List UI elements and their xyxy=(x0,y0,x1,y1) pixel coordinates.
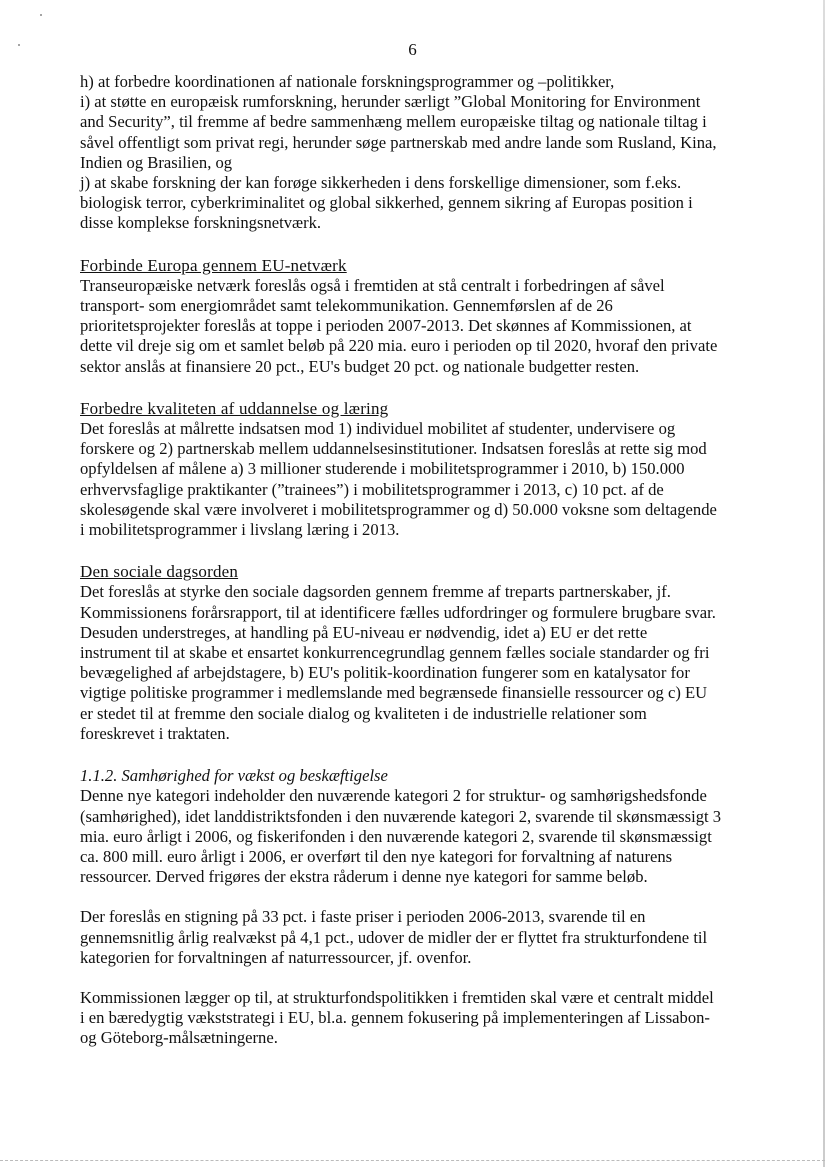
text-line: Indien og Brasilien, og xyxy=(80,152,233,172)
text-line: j) at skabe forskning der kan forøge sikkerheden i dens forskellige dimensioner, som f.eks. xyxy=(80,173,682,193)
section-heading: Forbinde Europa gennem EU-netværk xyxy=(80,255,347,275)
paragraph-spacer xyxy=(80,887,745,907)
page-number: 6 xyxy=(408,40,417,59)
scan-speck xyxy=(40,14,42,16)
text-line: ressourcer. Derved frigøres der ekstra råderum i denne nye kategori for samme beløb. xyxy=(80,867,648,887)
text-line: bevægelighed af arbejdstagere, b) EU's politik-koordination fungerer som en katalysator for xyxy=(80,663,690,683)
paragraph xyxy=(80,786,745,887)
text-line: kategorien for forvaltningen af naturressourcer, jf. ovenfor. xyxy=(80,947,472,967)
paragraph xyxy=(80,276,745,377)
text-line: skolesøgende skal være involveret i mobilitetsprogrammer og d) 50.000 voksne som deltagende xyxy=(80,499,717,519)
text-line: Der foreslås en stigning på 33 pct. i faste priser i perioden 2006-2013, svarende til en xyxy=(80,907,646,927)
text-line: i mobilitetsprogrammer i livslang læring i 2013. xyxy=(80,520,400,540)
paragraph xyxy=(80,419,745,540)
text-line: dette vil dreje sig om et samlet beløb på 220 mia. euro i perioden op til 2020, hvoraf den private xyxy=(80,336,718,356)
text-line: Kommissionens forårsrapport, til at identificere fælles udfordringer og formulere brugbare svar. xyxy=(80,602,716,622)
text-line: sektor anslås at finansiere 20 pct., EU's budget 20 pct. og nationale budgetter resten. xyxy=(80,356,640,376)
text-line: i) at støtte en europæisk rumforskning, herunder særligt ”Global Monitoring for Environment xyxy=(80,92,701,112)
paragraph xyxy=(80,72,745,234)
text-line: h) at forbedre koordinationen af nationale forskningsprogrammer og –politikker, xyxy=(80,72,615,91)
text-line: Kommissionen lægger op til, at strukturfondspolitikken i fremtiden skal være et centralt middel xyxy=(80,987,714,1007)
text-line: Det foreslås at målrette indsatsen mod 1) individuel mobilitet af studenter, undervisere og xyxy=(80,419,676,439)
subsection-heading: 1.1.2. Samhørighed for vækst og beskæftigelse xyxy=(80,766,388,786)
text-line: og Göteborg-målsætningerne. xyxy=(80,1028,278,1048)
text-line: ca. 800 mill. euro årligt i 2006, er overført til den nye kategori for forvaltning af naturens xyxy=(80,846,673,866)
text-line: Desuden understreges, at handling på EU-niveau er nødvendig, idet a) EU er det rette xyxy=(80,622,648,642)
text-line: såvel offentligt som privat regi, herunder søge partnerskab med andre lande som Rusland, Kina, xyxy=(80,132,717,152)
text-line: i en bæredygtig vækststrategi i EU, bl.a. gennem fokusering på implementeringen af Lissabon- xyxy=(80,1008,710,1028)
text-line: disse komplekse forskningsnetværk. xyxy=(80,213,322,233)
text-line: and Security”, til fremme af bedre sammenhæng mellem europæiske tiltag og nationale tiltag i xyxy=(80,112,707,132)
paragraph-spacer xyxy=(80,968,745,988)
text-line: Denne nye kategori indeholder den nuværende kategori 2 for struktur- og samhørigshedsfonde xyxy=(80,786,707,806)
text-line: forskere og 2) partnerskab mellem uddannelsesinstitutioner. Indsatsen foreslås at rette sig mod xyxy=(80,439,707,459)
paragraph xyxy=(80,582,745,744)
section-heading: Den sociale dagsorden xyxy=(80,562,239,582)
text-line: erhvervsfaglige praktikanter (”trainees”) i mobilitetsprogrammer i 2013, c) 10 pct. af de xyxy=(80,479,664,499)
text-line: mia. euro årligt i 2006, og fiskerifonden i den nuværende kategori 2, svarende til skønsmæssigt xyxy=(80,826,712,846)
document-body xyxy=(80,72,745,1049)
text-line: vigtige politiske programmer i medlemslande med begrænsede finansielle ressourcer og c) EU xyxy=(80,683,708,703)
text-line: prioritetsprojekter foreslås at toppe i perioden 2007-2013. Det skønnes af Kommissionen, at xyxy=(80,316,692,336)
paragraph xyxy=(80,988,745,1049)
section-heading: Forbedre kvaliteten af uddannelse og læring xyxy=(80,398,389,418)
paragraph xyxy=(80,907,745,968)
text-line: (samhørighed), idet landdistriktsfonden i den nuværende kategori 2, svarende til skønsmæssigt 3 xyxy=(80,806,722,826)
text-line: transport- som energiområdet samt telekommunikation. Gennemførslen af de 26 xyxy=(80,296,613,316)
scan-edge-bottom xyxy=(0,1160,825,1161)
text-line: er stedet til at fremme den sociale dialog og kvaliteten i de industrielle relationer som xyxy=(80,703,647,723)
text-line: Det foreslås at styrke den sociale dagsorden gennem fremme af treparts partnerskaber, jf. xyxy=(80,582,671,602)
text-line: gennemsnitlig årlig realvækst på 4,1 pct., udover de midler der er flyttet fra strukturfondene til xyxy=(80,927,708,947)
text-line: foreskrevet i traktaten. xyxy=(80,723,230,743)
text-line: instrument til at skabe et ensartet konkurrencegrundlag gennem fælles sociale standarder og fri xyxy=(80,643,710,663)
text-line: opfyldelsen af målene a) 3 millioner studerende i mobilitetsprogrammer i 2010, b) 150.000 xyxy=(80,459,685,479)
text-line: biologisk terror, cyberkriminalitet og global sikkerhed, gennem sikring af Europas position i xyxy=(80,193,693,213)
text-line: Transeuropæiske netværk foreslås også i fremtiden at stå centralt i forbedringen af såvel xyxy=(80,275,665,295)
